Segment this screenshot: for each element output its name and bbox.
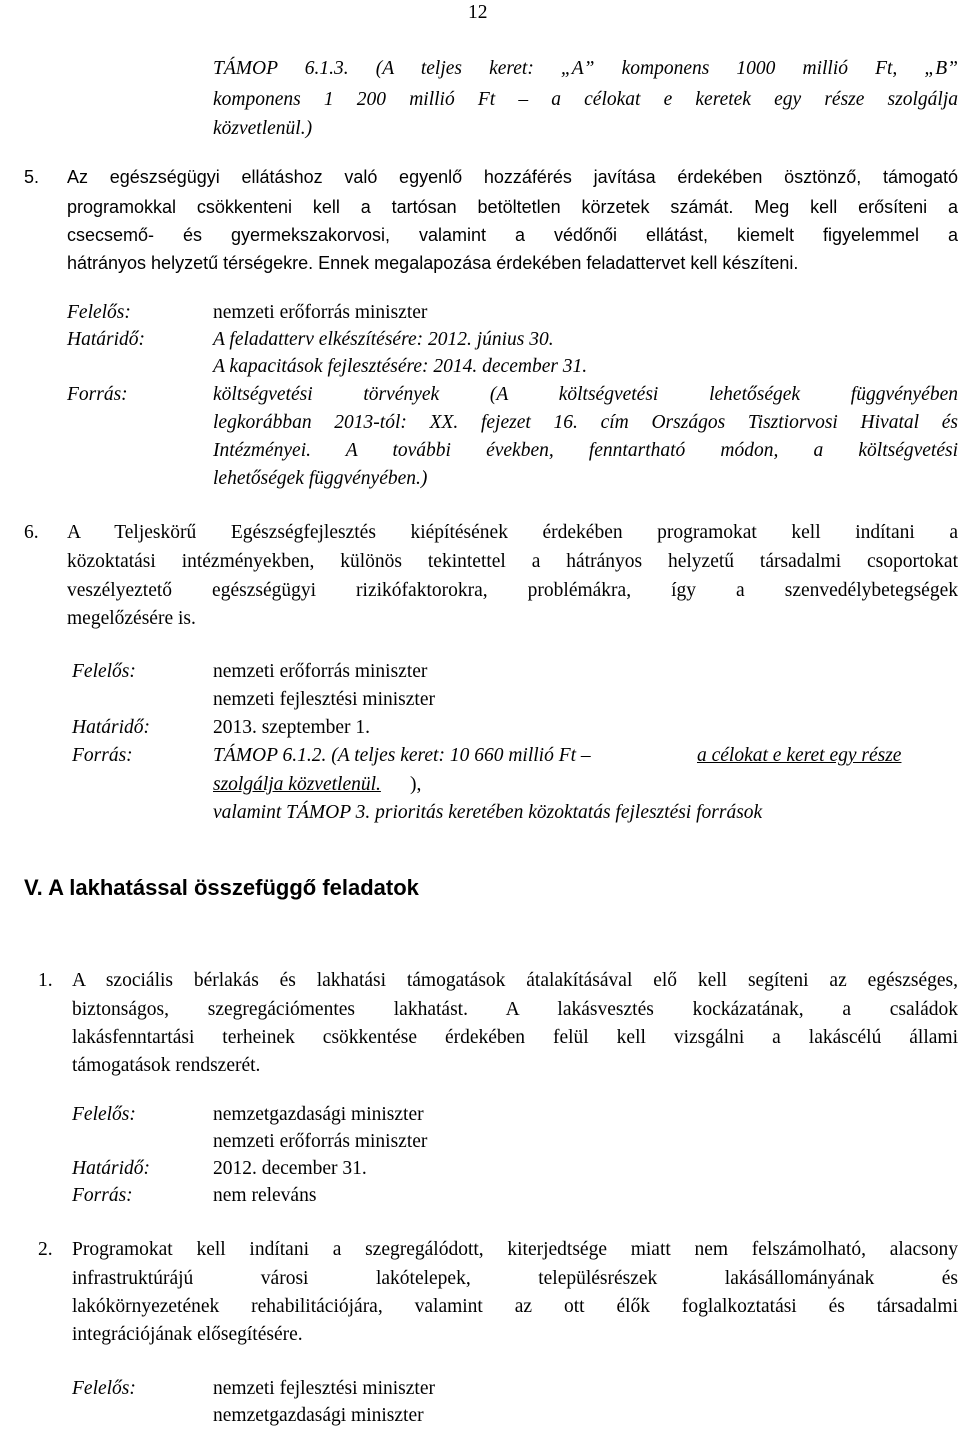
- item-5-forras-label: Forrás:: [67, 384, 128, 405]
- item-6-number: 6.: [24, 522, 39, 543]
- item-5-number: 5.: [24, 167, 40, 187]
- item-v2-line-3: lakókörnyezetének rehabilitációjára, valamint az ott élők foglalkoztatási és társadalmi: [72, 1296, 958, 1317]
- item-6-forras-label: Forrás:: [72, 745, 133, 766]
- item-5-forras-value-2: legkorábban 2013-tól: XX. fejezet 16. cím Országos Tisztiorvosi Hivatal és: [213, 412, 958, 433]
- item-6-forras-value-2a: szolgálja közvetlenül.: [213, 774, 381, 795]
- item-v1-line-3: lakásfenntartási terheinek csökkentése érdekében felül kell vizsgálni a lakáscélú állami: [72, 1027, 958, 1048]
- item-v2-number: 2.: [38, 1239, 53, 1260]
- item-6-forras-value-1a: TÁMOP 6.1.2. (A teljes keret: 10 660 millió Ft –: [213, 745, 591, 766]
- item-6-hatarido-value: 2013. szeptember 1.: [213, 717, 371, 738]
- continuation-line-3: közvetlenül.): [213, 118, 313, 139]
- item-6-line-1: A Teljeskörű Egészségfejlesztés kiépítésének érdekében programokat kell indítani a: [67, 522, 958, 543]
- item-6-forras-value-1b: a célokat e keret egy része: [697, 745, 902, 766]
- item-6-felelos-label: Felelős:: [72, 661, 136, 682]
- continuation-line-1: TÁMOP 6.1.3. (A teljes keret: „A” komponens 1000 millió Ft, „B”: [213, 58, 958, 79]
- item-5-forras-value-1: költségvetési törvények (A költségvetési lehetőségek függvényében: [213, 384, 958, 405]
- item-6-line-3: veszélyeztető egészségügyi rizikófaktorokra, problémákra, így a szenvedélybetegségek: [67, 580, 958, 601]
- item-5-forras-value-3: Intézményei. A további években, fenntartható módon, a költségvetési: [213, 440, 958, 461]
- item-v2-felelos-value-2: nemzetgazdasági miniszter: [213, 1405, 424, 1426]
- item-v2-line-1: Programokat kell indítani a szegregálódott, kiterjedtsége miatt nem felszámolható, alacsony: [72, 1239, 958, 1260]
- item-6-felelos-value-2: nemzeti fejlesztési miniszter: [213, 689, 435, 710]
- item-6-line-2: közoktatási intézményekben, különös tekintettel a hátrányos helyzetű társadalmi csoportokat: [67, 551, 958, 572]
- item-6-forras-value-3: valamint TÁMOP 3. prioritás keretében közoktatás fejlesztési források: [213, 802, 763, 823]
- item-v1-forras-value: nem releváns: [213, 1185, 317, 1206]
- item-5-line-4: hátrányos helyzetű térségekre. Ennek megalapozása érdekében feladattervet kell készíteni.: [67, 253, 799, 273]
- item-6-felelos-value-1: nemzeti erőforrás miniszter: [213, 661, 428, 682]
- item-6-hatarido-label: Határidő:: [72, 717, 150, 738]
- item-v1-line-4: támogatások rendszerét.: [72, 1055, 261, 1076]
- item-5-felelos-value: nemzeti erőforrás miniszter: [213, 302, 428, 323]
- item-5-line-1: Az egészségügyi ellátáshoz való egyenlő hozzáférés javítása érdekében ösztönző, támogató: [67, 167, 958, 187]
- item-v1-forras-label: Forrás:: [72, 1185, 133, 1206]
- item-6-line-4: megelőzésére is.: [67, 608, 196, 629]
- item-5-felelos-label: Felelős:: [67, 302, 131, 323]
- section-heading: V. A lakhatással összefüggő feladatok: [24, 875, 419, 900]
- page-number: 12: [468, 2, 488, 23]
- item-v1-hatarido-value: 2012. december 31.: [213, 1158, 367, 1179]
- item-v1-hatarido-label: Határidő:: [72, 1158, 150, 1179]
- item-v1-felelos-value-2: nemzeti erőforrás miniszter: [213, 1131, 428, 1152]
- continuation-line-2: komponens 1 200 millió Ft – a célokat e keretek egy része szolgálja: [213, 89, 958, 110]
- item-v2-line-4: integrációjának elősegítésére.: [72, 1324, 303, 1345]
- item-5-hatarido-value-1: A feladatterv elkészítésére: 2012. június 30.: [213, 329, 554, 350]
- item-v2-felelos-value-1: nemzeti fejlesztési miniszter: [213, 1378, 435, 1399]
- item-v2-felelos-label: Felelős:: [72, 1378, 136, 1399]
- item-v1-line-1: A szociális bérlakás és lakhatási támogatások átalakításával elő kell segíteni az egészséges,: [72, 970, 958, 991]
- item-5-hatarido-label: Határidő:: [67, 329, 145, 350]
- item-v1-line-2: biztonságos, szegregációmentes lakhatást. A lakásvesztés kockázatának, a családok: [72, 999, 958, 1020]
- item-v1-number: 1.: [38, 970, 53, 991]
- item-5-line-3: csecsemő- és gyermekszakorvosi, valamint a védőnői ellátást, kiemelt figyelemmel a: [67, 225, 958, 245]
- item-5-line-2: programokkal csökkenteni kell a tartósan betöltetlen körzetek számát. Meg kell erősíteni a: [67, 197, 958, 217]
- item-6-forras-value-2b: ),: [410, 774, 422, 795]
- item-v1-felelos-value-1: nemzetgazdasági miniszter: [213, 1104, 424, 1125]
- item-v1-felelos-label: Felelős:: [72, 1104, 136, 1125]
- item-5-hatarido-value-2: A kapacitások fejlesztésére: 2014. december 31.: [213, 356, 588, 377]
- item-v2-line-2: infrastruktúrájú városi lakótelepek, településrészek lakásállományának és: [72, 1268, 958, 1289]
- item-5-forras-value-4: lehetőségek függvényében.): [213, 468, 428, 489]
